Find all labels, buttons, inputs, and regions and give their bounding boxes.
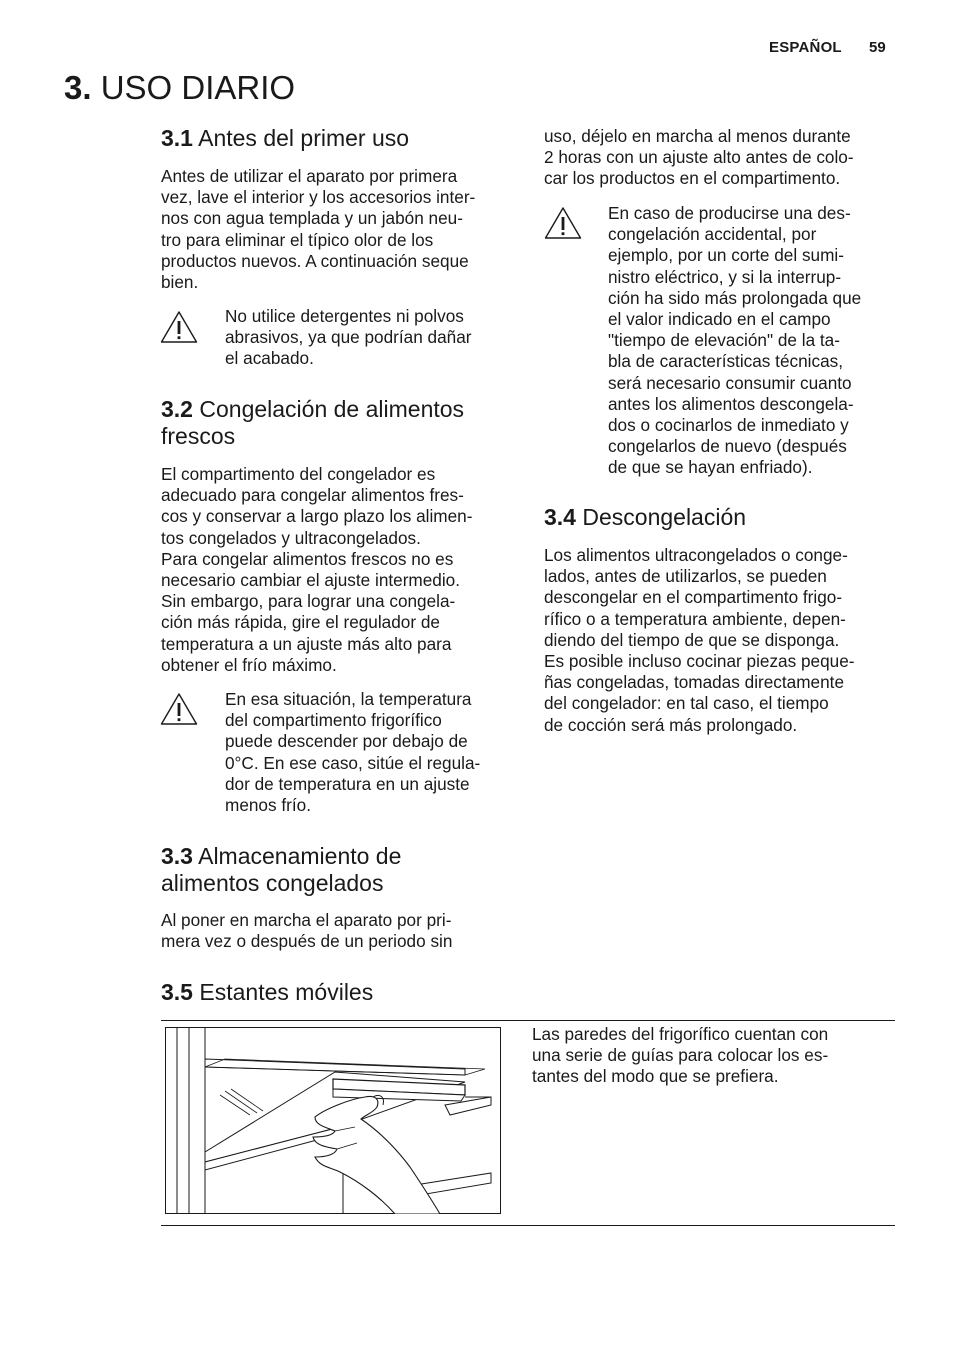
section-3-3-heading xyxy=(161,843,401,897)
text-line: 0°C. En ese caso, sitúe el regula- xyxy=(225,752,481,773)
text-line: En caso de producirse una des- xyxy=(608,203,851,223)
text-line: rífico o a temperatura ambiente, depen- xyxy=(544,608,846,629)
text-line: una serie de guías para colocar los es- xyxy=(532,1045,829,1066)
section-title: Antes del primer uso xyxy=(198,125,410,151)
text-line: mera vez o después de un periodo sin xyxy=(161,931,453,952)
section-3-2-body xyxy=(161,464,472,676)
text-line: lados, antes de utilizarlos, se pueden xyxy=(544,566,827,587)
text-line: Los alimentos ultracongelados o conge- xyxy=(544,545,848,565)
section-title: Almacenamiento de xyxy=(198,843,402,869)
page-number: 59 xyxy=(869,39,886,56)
text-line: adecuado para congelar alimentos fres- xyxy=(161,485,464,506)
warning-triangle-icon xyxy=(160,310,198,344)
text-line: dor de temperatura en un ajuste xyxy=(225,773,470,794)
text-line: de cocción será más prolongado. xyxy=(544,714,798,735)
text-line: Para congelar alimentos frescos no es xyxy=(161,548,454,569)
section-number: 3.5 xyxy=(161,979,193,1005)
section-3-2-heading xyxy=(161,396,464,450)
section-number: 3.1 xyxy=(161,125,193,151)
section-3-5-heading xyxy=(161,979,373,1006)
text-line: congelación accidental, por xyxy=(608,224,817,245)
section-divider-top xyxy=(161,1020,895,1021)
section-number: 3.4 xyxy=(544,504,576,530)
section-3-3-body xyxy=(161,910,452,952)
text-line: nistro eléctrico, y si la interrup- xyxy=(608,266,842,287)
text-line: del congelador: en tal caso, el tiempo xyxy=(544,693,829,714)
text-line: ción más rápida, gire el regulador de xyxy=(161,612,440,633)
text-line: abrasivos, ya que podrían dañar xyxy=(225,327,472,348)
text-line: Es posible incluso cocinar piezas peque- xyxy=(544,651,855,672)
text-line: ción ha sido más prolongada que xyxy=(608,287,862,308)
section-title: Descongelación xyxy=(582,504,747,530)
text-line: Antes de utilizar el aparato por primera xyxy=(161,166,458,186)
section-3-1-heading xyxy=(161,125,409,152)
text-line: será necesario consumir cuanto xyxy=(608,372,852,393)
section-number: 3.2 xyxy=(161,396,193,422)
text-line: diendo del tiempo de que se disponga. xyxy=(544,629,840,650)
text-line: cos y conservar a largo plazo los alimen- xyxy=(161,506,473,527)
text-line: El compartimento del congelador es xyxy=(161,464,436,484)
section-3-4-heading xyxy=(544,504,746,531)
text-line: 2 horas con un ajuste alto antes de colo- xyxy=(544,147,854,168)
text-line: menos frío. xyxy=(225,795,311,816)
text-line: dos o cocinarlos de inmediato y xyxy=(608,415,849,436)
title-text: USO DIARIO xyxy=(100,69,296,106)
text-line: bien. xyxy=(161,272,199,293)
text-line: el acabado. xyxy=(225,348,314,369)
text-line: el valor indicado en el campo xyxy=(608,309,831,330)
text-line: ejemplo, por un corte del sumi- xyxy=(608,245,844,266)
shelf-illustration xyxy=(165,1027,501,1214)
section-title: Congelación de alimentos xyxy=(199,396,465,422)
text-line: En esa situación, la temperatura xyxy=(225,689,472,709)
section-3-3-body-continued xyxy=(544,126,854,190)
text-line: de que se hayan enfriado). xyxy=(608,457,813,478)
text-line: del compartimento frigorífico xyxy=(225,710,442,731)
header-language: ESPAÑOL xyxy=(769,39,842,56)
section-title: Estantes móviles xyxy=(199,979,374,1005)
page-title xyxy=(64,70,295,106)
text-line: temperatura a un ajuste más alto para xyxy=(161,633,452,654)
text-line: vez, lave el interior y los accesorios inter- xyxy=(161,187,476,208)
text-line: nos con agua templada y un jabón neu- xyxy=(161,208,463,229)
text-line: obtener el frío máximo. xyxy=(161,654,337,675)
warning-triangle-icon xyxy=(160,692,198,726)
warning-triangle-icon xyxy=(544,206,582,240)
text-line: tantes del modo que se prefiera. xyxy=(532,1066,779,1087)
text-line: "tiempo de elevación" de la ta- xyxy=(608,330,840,351)
text-line: puede descender por debajo de xyxy=(225,731,468,752)
text-line: car los productos en el compartimento. xyxy=(544,168,841,189)
text-line: Sin embargo, para lograr una congela- xyxy=(161,591,456,612)
text-line: descongelar en el compartimento frigo- xyxy=(544,587,843,608)
section-3-3-warning xyxy=(608,203,861,479)
section-title-line2: alimentos congelados xyxy=(161,870,384,896)
section-3-1-body xyxy=(161,166,475,293)
section-3-2-warning xyxy=(225,689,480,816)
text-line: bla de características técnicas, xyxy=(608,351,844,372)
section-divider-bottom xyxy=(161,1225,895,1226)
section-number: 3.3 xyxy=(161,843,193,869)
text-line: antes los alimentos descongela- xyxy=(608,393,854,414)
text-line: Al poner en marcha el aparato por pri- xyxy=(161,910,452,930)
text-line: Las paredes del frigorífico cuentan con xyxy=(532,1024,829,1044)
text-line: uso, déjelo en marcha al menos durante xyxy=(544,126,851,146)
text-line: necesario cambiar el ajuste intermedio. xyxy=(161,570,461,591)
text-line: No utilice detergentes ni polvos xyxy=(225,306,464,326)
text-line: congelarlos de nuevo (después xyxy=(608,436,847,457)
section-3-4-body xyxy=(544,545,855,736)
section-title-line2: frescos xyxy=(161,423,236,449)
text-line: productos nuevos. A continuación seque xyxy=(161,250,469,271)
title-number: 3. xyxy=(64,69,92,106)
section-3-5-body xyxy=(532,1024,828,1088)
text-line: tos congelados y ultracongelados. xyxy=(161,527,421,548)
text-line: tro para eliminar el típico olor de los xyxy=(161,229,434,250)
text-line: ñas congeladas, tomadas directamente xyxy=(544,672,845,693)
section-3-1-warning xyxy=(225,306,472,370)
